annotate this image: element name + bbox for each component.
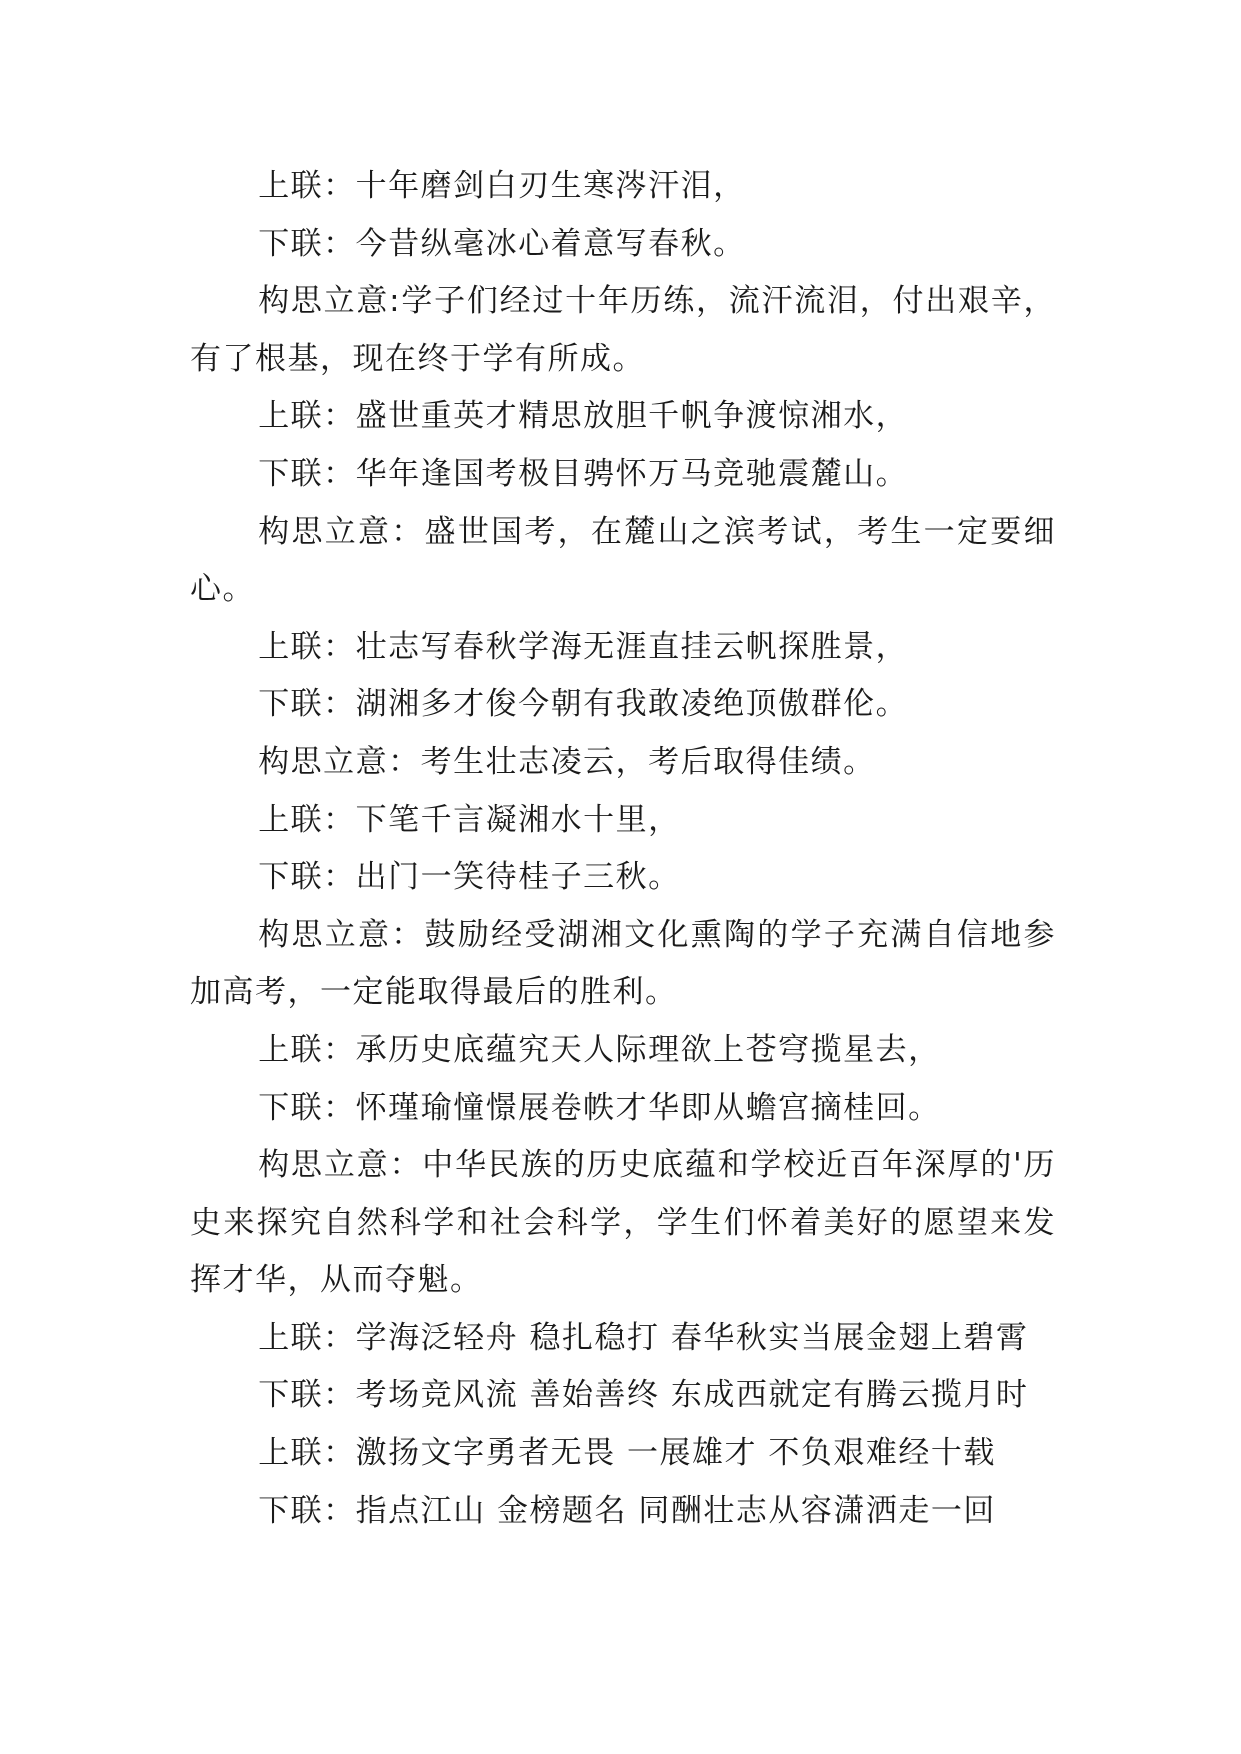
couplet-upper-line: 上联：盛世重英才精思放胆千帆争渡惊湘水， — [258, 398, 909, 435]
couplet-upper-line: 上联：学海泛轻舟 稳扎稳打 春华秋实当展金翅上碧霄 — [258, 1319, 1029, 1356]
concept-explanation: 构思立意：考生壮志凌云，考后取得佳绩。 — [258, 743, 876, 780]
couplet-upper-line: 上联：壮志写春秋学海无涯直挂云帆探胜景， — [258, 628, 909, 665]
concept-explanation: 构思立意:学子们经过十年历练，流汗流泪，付出艰辛，有了根基，现在终于学有所成。 — [190, 283, 1056, 377]
couplet-upper-line: 上联：激扬文字勇者无畏 一展雄才 不负艰难经十载 — [258, 1435, 996, 1472]
document-body — [190, 158, 1056, 1540]
couplet-lower-line: 下联：出门一笑待桂子三秋。 — [258, 859, 681, 896]
couplet-lower-line: 下联：湖湘多才俊今朝有我敢凌绝顶傲群伦。 — [258, 686, 909, 723]
concept-explanation: 构思立意：盛世国考，在麓山之滨考试，考生一定要细心。 — [190, 513, 1056, 608]
couplet-lower-line: 下联：怀瑾瑜憧憬展卷帙才华即从蟾宫摘桂回。 — [258, 1089, 941, 1126]
couplet-upper-line: 上联：十年磨剑白刃生寒涔汗泪， — [258, 168, 746, 204]
concept-explanation: 构思立意：中华民族的历史底蕴和学校近百年深厚的'历史来探究自然科学和社会科学，学生们怀着美好的愿望来发挥才华，从而夺魁。 — [190, 1147, 1056, 1299]
couplet-lower-line: 下联：今昔纵毫冰心着意写春秋。 — [258, 225, 746, 262]
couplet-lower-line: 下联：华年逢国考极目骋怀万马竞驰震麓山。 — [258, 455, 909, 492]
couplet-lower-line: 下联：考场竞风流 善始善终 东成西就定有腾云揽月时 — [258, 1377, 1029, 1414]
couplet-lower-line: 下联：指点江山 金榜题名 同酬壮志从容潇洒走一回 — [258, 1492, 996, 1529]
concept-explanation: 构思立意：鼓励经受湖湘文化熏陶的学子充满自信地参加高考，一定能取得最后的胜利。 — [190, 916, 1056, 1011]
couplet-upper-line: 上联：承历史底蕴究天人际理欲上苍穹揽星去， — [258, 1031, 941, 1068]
couplet-upper-line: 上联：下笔千言凝湘水十里， — [258, 801, 681, 838]
